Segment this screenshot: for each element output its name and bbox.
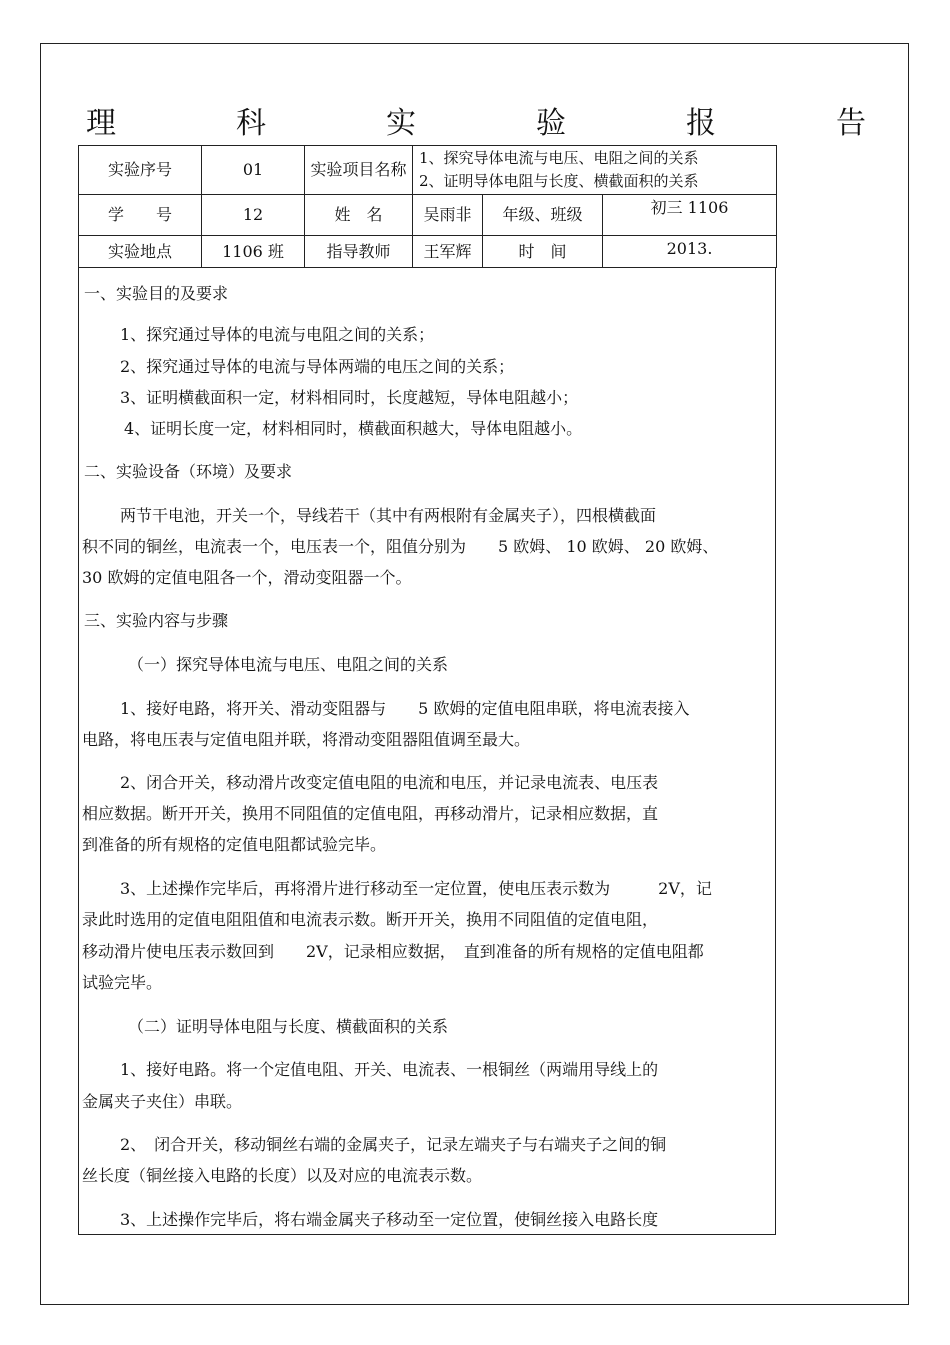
paragraph-line: 4、证明长度一定，材料相同时，横截面积越大，导体电阻越小。 bbox=[124, 419, 583, 438]
paragraph-line: 两节干电池，开关一个，导线若干（其中有两根附有金属夹子），四根横截面 bbox=[120, 506, 657, 525]
paragraph-line: 2、探究通过导体的电流与导体两端的电压之间的关系； bbox=[120, 357, 515, 376]
time-label: 时 间 bbox=[483, 236, 603, 268]
paragraph-line: 2、闭合开关，移动滑片改变定值电阻的电流和电压，并记录电流表、电压表 bbox=[120, 773, 659, 792]
project-name-1: 1、探究导体电流与电压、电阻之间的关系 bbox=[419, 149, 699, 167]
report-header-table bbox=[78, 145, 777, 268]
grade-value: 初三 1106 bbox=[603, 195, 777, 236]
location-label: 实验地点 bbox=[79, 236, 202, 268]
project-name-2: 2、证明导体电阻与长度、横截面积的关系 bbox=[419, 172, 699, 190]
student-id-value: 12 bbox=[202, 195, 305, 236]
name-label: 姓 名 bbox=[305, 195, 413, 236]
paragraph-line: 3、上述操作完毕后，再将滑片进行移动至一定位置，使电压表示数为 2V，记 bbox=[120, 879, 712, 898]
title-char: 告 bbox=[836, 106, 866, 141]
paragraph-line: 试验完毕。 bbox=[82, 973, 163, 992]
project-label: 实验项目名称 bbox=[305, 146, 413, 195]
section-heading: 三、实验内容与步骤 bbox=[84, 611, 229, 630]
paragraph-line: 积不同的铜丝，电流表一个，电压表一个，阻值分别为 5 欧姆、 10 欧姆、 20 欧姆、 bbox=[82, 537, 719, 556]
paragraph-line: 移动滑片使电压表示数回到 2V，记录相应数据， 直到准备的所有规格的定值电阻都 bbox=[82, 942, 704, 961]
location-value: 1106 班 bbox=[202, 236, 305, 268]
paragraph-line: 2、 闭合开关，移动铜丝右端的金属夹子，记录左端夹子与右端夹子之间的铜 bbox=[120, 1135, 667, 1154]
paragraph-line: 3、证明横截面积一定，材料相同时，长度越短，导体电阻越小； bbox=[120, 388, 579, 407]
teacher-label: 指导教师 bbox=[305, 236, 413, 268]
teacher-value: 王军辉 bbox=[413, 236, 483, 268]
title-char: 科 bbox=[236, 106, 266, 141]
name-value: 吴雨非 bbox=[413, 195, 483, 236]
section-heading: 一、实验目的及要求 bbox=[84, 284, 229, 303]
serial-value: 01 bbox=[202, 146, 305, 195]
paragraph-line: 到准备的所有规格的定值电阻都试验完毕。 bbox=[82, 835, 387, 854]
time-value: 2013. bbox=[603, 236, 777, 268]
paragraph-line: 1、接好电路。将一个定值电阻、开关、电流表、一根铜丝（两端用导线上的 bbox=[120, 1060, 659, 1079]
paragraph-line: 1、接好电路，将开关、滑动变阻器与 5 欧姆的定值电阻串联，将电流表接入 bbox=[120, 699, 690, 718]
paragraph-line: 1、探究通过导体的电流与电阻之间的关系； bbox=[120, 325, 435, 344]
report-body bbox=[78, 267, 776, 1235]
title-char: 报 bbox=[686, 106, 716, 141]
title-char: 理 bbox=[86, 106, 116, 141]
title-char: 验 bbox=[536, 106, 566, 141]
grade-label: 年级、班级 bbox=[483, 195, 603, 236]
paragraph-line: 30 欧姆的定值电阻各一个，滑动变阻器一个。 bbox=[82, 568, 412, 587]
paragraph-line: 相应数据。断开开关，换用不同阻值的定值电阻，再移动滑片，记录相应数据，直 bbox=[82, 804, 659, 823]
subsection-heading: （二）证明导体电阻与长度、横截面积的关系 bbox=[128, 1017, 449, 1036]
student-id-label: 学 号 bbox=[79, 195, 202, 236]
serial-label: 实验序号 bbox=[79, 146, 202, 195]
paragraph-line: 录此时选用的定值电阻阻值和电流表示数。断开开关，换用不同阻值的定值电阻， bbox=[82, 910, 659, 929]
paragraph-line: 丝长度（铜丝接入电路的长度）以及对应的电流表示数。 bbox=[82, 1166, 483, 1185]
page-title bbox=[86, 98, 866, 141]
section-heading: 二、实验设备（环境）及要求 bbox=[84, 462, 293, 481]
paragraph-line: 电路，将电压表与定值电阻并联，将滑动变阻器阻值调至最大。 bbox=[82, 730, 531, 749]
subsection-heading: （一）探究导体电流与电压、电阻之间的关系 bbox=[128, 655, 449, 674]
project-names bbox=[413, 146, 777, 195]
paragraph-line: 金属夹子夹住）串联。 bbox=[82, 1092, 243, 1111]
title-char: 实 bbox=[386, 106, 416, 141]
paragraph-line: 3、上述操作完毕后，将右端金属夹子移动至一定位置，使铜丝接入电路长度 bbox=[120, 1210, 659, 1229]
